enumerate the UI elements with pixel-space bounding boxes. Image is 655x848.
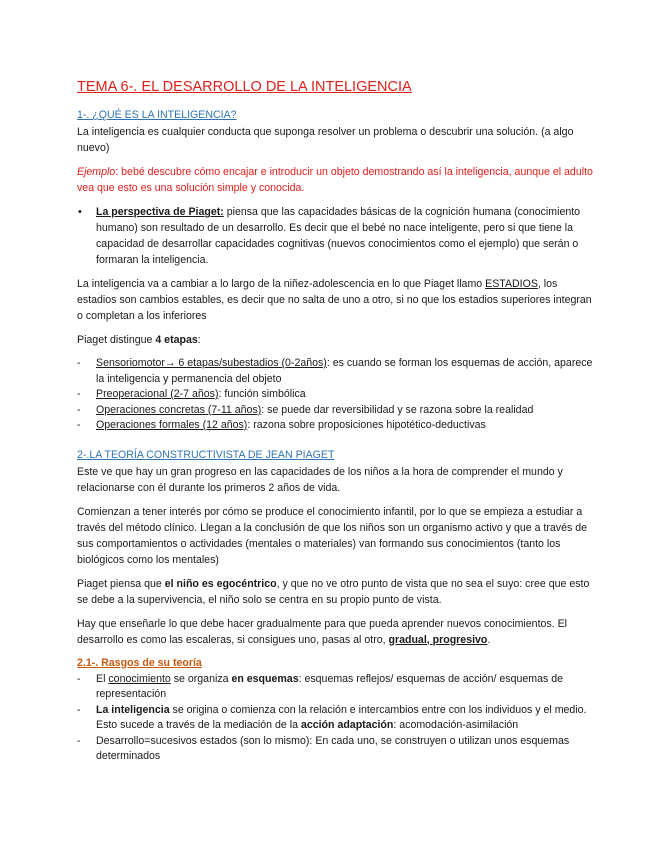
stage-text: : es cuando se forman los esquemas de acción, aparece la inteligencia y permanencia del objeto: [96, 357, 593, 385]
dash-marker: -: [77, 703, 81, 716]
list-item-conocimiento: [77, 672, 593, 703]
trait-text: se organiza: [170, 672, 232, 685]
inteligencia-term: La inteligencia: [96, 703, 170, 716]
bullet-text: piensa que las capacidades básicas de la cognición humana (conocimiento humano) son resultado de un desarrollo. Es decir que el bebé no nace inteligente, pero si que tiene la capacidad de desarrollar capacidades cognitivas (nuevos conocimientos como el ejemplo) que serán o formaran la inteligencia.: [96, 206, 581, 266]
stages-list: [77, 356, 593, 434]
trait-text: se origina o comienza con la relación e intercambios entre con los individuos y el medio.: [169, 703, 587, 716]
dash-marker: -: [77, 357, 81, 369]
trait-text: Esto sucede a través de la mediación de la: [96, 719, 301, 731]
piaget-perspective-bullet: [77, 204, 593, 268]
traits-list: [77, 672, 593, 765]
dash-marker: -: [77, 403, 81, 416]
stage-label: Operaciones concretas (7-11 años): [96, 403, 262, 416]
list-item-preoperacional: [77, 387, 593, 403]
stage-label: Operaciones formales (12 años): [96, 419, 248, 431]
esquemas-term: en esquemas: [231, 672, 299, 685]
gradual-period: .: [487, 633, 491, 646]
section-1-heading: 1-. ¿QUÉ ES LA INTELIGENCIA?: [77, 109, 237, 121]
trait-text: Desarrollo=sucesivos estados (son lo mismo): En cada uno, se construyen o utilizan unos esquemas determinados: [96, 734, 570, 762]
stage-text: : se puede dar reversibilidad y se razona sobre la realidad: [261, 403, 534, 416]
estadios-term: ESTADIOS: [485, 278, 538, 290]
stages-text-a: La inteligencia va a cambiar a lo largo de la niñez-adolescencia en lo que Piaget llamo: [77, 278, 486, 290]
egocentric-term: el niño es egocéntrico: [164, 577, 277, 590]
dash-marker: -: [77, 734, 81, 747]
stage-label: Preoperacional (2-7 años): [96, 388, 219, 400]
example-text: : bebé descubre cómo encajar e introducir un objeto demostrando así la inteligencia, aunque el adulto vea que esto es una solución simple y conocida.: [77, 166, 593, 194]
progress-paragraph: Este ve que hay un gran progreso en las capacidades de los niños a la hora de comprender el mundo y relacionarse con él durante los primeros 2 años de vida.: [77, 465, 563, 494]
four-stages-term: 4 etapas: [155, 334, 198, 346]
stages-paragraph: [77, 276, 593, 324]
egocentric-paragraph: [77, 576, 593, 608]
example-label: Ejemplo: [77, 166, 116, 178]
intro-text: Piaget distingue: [77, 334, 156, 346]
gradual-paragraph: [77, 616, 593, 648]
list-item-operaciones-concretas: [77, 403, 593, 419]
conocimiento-term: conocimiento: [108, 672, 171, 685]
ego-text-b: , y que no ve otro punto de vista que no sea el suyo: cree que esto se debe a la supervivencia, el niño solo se centra en su propio punto de vista.: [77, 577, 590, 606]
list-item-inteligencia: [77, 703, 593, 734]
stage-label: Sensoriomotor→ 6 etapas/subestadios (0-2años): [96, 357, 327, 369]
example-paragraph: [77, 164, 593, 196]
section-2-heading: 2-.LA TEORÍA CONSTRUCTIVISTA DE JEAN PIAGET: [77, 448, 335, 461]
trait-text: El: [96, 672, 109, 685]
section-2-1-heading: 2.1-. Rasgos de su teoría: [77, 656, 202, 669]
clinical-method-paragraph: Comienzan a tener interés por cómo se produce el conocimiento infantil, por lo que se empieza a estudiar a través del método clínico. Llegan a la conclusión de que los niños son un organismo activo y que a través de sus comportamientos o actividades (mentales o materiales) van formando sus conocimientos (tanto los biológicos como los mentales): [77, 505, 587, 566]
dash-marker: -: [77, 672, 81, 685]
document-title: TEMA 6-. EL DESARROLLO DE LA INTELIGENCIA: [77, 79, 412, 95]
stage-text: : función simbólica: [218, 388, 306, 400]
definition-paragraph: La inteligencia es cualquier conducta que suponga resolver un problema o descubrir una solución. (a algo nuevo): [77, 126, 574, 154]
adaptacion-term: acción adaptación: [300, 719, 394, 731]
list-item-sensoriomotor: [77, 356, 593, 387]
stage-text: : razona sobre proposiciones hipotético-deductivas: [247, 419, 486, 431]
list-item-operaciones-formales: [77, 418, 593, 434]
ego-text-a: Piaget piensa que: [77, 577, 165, 590]
four-stages-intro: [77, 332, 593, 348]
trait-text: : esquemas reflejos/ esquemas de acción/ esquemas de representación: [96, 672, 563, 700]
stages-text-b: , los estadios son cambios estables, es decir que no salta de uno a otro, si no que los estadios superiores integran o completan a los inferiores: [77, 278, 592, 322]
intro-colon: :: [197, 334, 201, 346]
list-item-desarrollo: [77, 734, 593, 765]
dash-marker: -: [77, 419, 81, 431]
bullet-dot-icon: •: [78, 206, 82, 218]
gradual-term: gradual, progresivo: [388, 633, 488, 646]
trait-text: : acomodación-asimilación: [393, 719, 519, 731]
bullet-label: La perspectiva de Piaget:: [96, 206, 224, 218]
dash-marker: -: [77, 388, 81, 400]
gradual-text-a: Hay que enseñarle lo que debe hacer gradualmente para que pueda aprender nuevos conocimientos. El desarrollo es como las escaleras, si consigues uno, pasas al otro,: [77, 617, 568, 646]
